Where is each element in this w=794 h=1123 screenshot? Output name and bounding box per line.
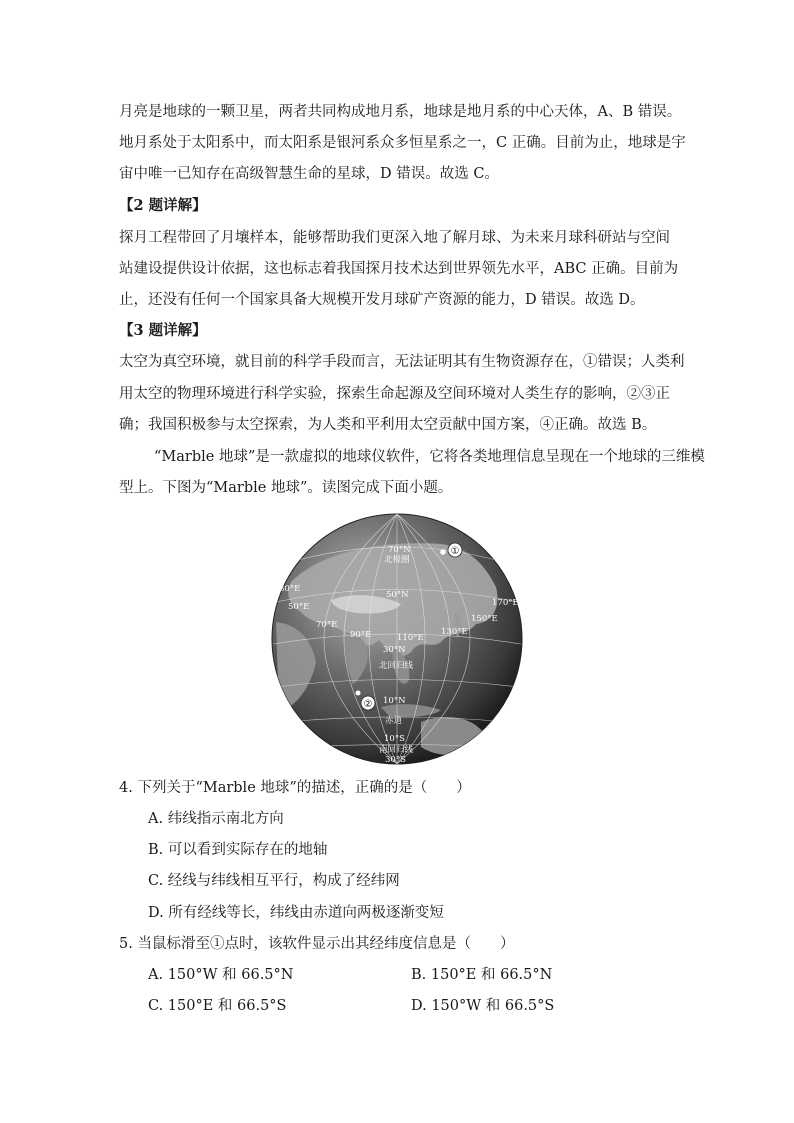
question-4-option-b[interactable]: B. 可以看到实际存在的地轴	[148, 842, 328, 858]
label-50e: 50°E	[288, 602, 310, 612]
question-4-stem: 4. 下列关于“Marble 地球”的描述，正确的是（ ）	[119, 780, 471, 796]
paragraph-line: 月亮是地球的一颗卫星，两者共同构成地月系，地球是地月系的中心天体，A、B 错误。	[119, 104, 682, 120]
marble-globe-figure	[271, 512, 523, 766]
question-4-option-d[interactable]: D. 所有经线等长，纬线由赤道向两极逐渐变短	[148, 905, 444, 921]
label-90e: 90°E	[350, 630, 372, 640]
label-30e: 30°E	[279, 584, 301, 594]
label-150e: 150°E	[471, 614, 498, 624]
globe-svg	[271, 512, 523, 766]
question-5-option-a[interactable]: A. 150°W 和 66.5°N	[148, 967, 294, 983]
marker-1-label: ①	[450, 546, 460, 557]
label-10n: 10°N	[383, 696, 406, 706]
question-5-option-d[interactable]: D. 150°W 和 66.5°S	[411, 998, 555, 1014]
question-5-option-b[interactable]: B. 150°E 和 66.5°N	[411, 967, 553, 983]
label-tropic-capricorn: 南回归线	[379, 745, 414, 755]
paragraph-line: 宙中唯一已知存在高级智慧生命的星球，D 错误。故选 C。	[119, 166, 499, 182]
paragraph-line: 止，还没有任何一个国家具备大规模开发月球矿产资源的能力，D 错误。故选 D。	[119, 292, 645, 308]
section-heading-q2: 【2 题详解】	[119, 197, 207, 214]
label-10s: 10°S	[384, 734, 405, 744]
paragraph-line: 探月工程带回了月壤样本，能够帮助我们更深入地了解月球、为未来月球科研站与空间	[119, 230, 670, 246]
marker-2-label: ②	[363, 699, 373, 710]
paragraph-line: 确；我国积极参与太空探索，为人类和平利用太空贡献中国方案，④正确。故选 B。	[119, 417, 657, 433]
paragraph-line: 站建设提供设计依据，这也标志着我国探月技术达到世界领先水平，ABC 正确。目前为	[119, 261, 679, 277]
label-170e: 170°E	[492, 598, 519, 608]
label-30s: 30°S	[385, 755, 406, 765]
point-2-dot	[356, 691, 361, 696]
section-heading-q3: 【3 题详解】	[119, 322, 207, 339]
label-30n: 30°N	[383, 645, 406, 655]
paragraph-line: 地月系处于太阳系中，而太阳系是银河系众多恒星系之一，C 正确。目前为止，地球是宇	[119, 135, 686, 151]
label-arctic-circle: 北极圈	[384, 555, 410, 565]
label-tropic-cancer: 北回归线	[379, 661, 414, 671]
question-5-option-c[interactable]: C. 150°E 和 66.5°S	[148, 998, 287, 1014]
intro-line: “Marble 地球”是一款虚拟的地球仪软件，它将各类地理信息呈现在一个地球的三维模	[154, 449, 705, 465]
label-equator: 赤道	[385, 716, 403, 726]
label-70n: 70°N	[388, 545, 411, 555]
question-4-option-c[interactable]: C. 经线与纬线相互平行，构成了经纬网	[148, 873, 400, 889]
question-4-option-a[interactable]: A. 纬线指示南北方向	[148, 811, 284, 827]
question-5-stem: 5. 当鼠标滑至①点时，该软件显示出其经纬度信息是（ ）	[119, 936, 515, 952]
label-50n: 50°N	[386, 590, 409, 600]
paragraph-line: 太空为真空环境，就目前的科学手段而言，无法证明其有生物资源存在，①错误；人类利	[119, 354, 685, 370]
point-1-dot	[440, 549, 446, 555]
paragraph-line: 用太空的物理环境进行科学实验，探索生命起源及空间环境对人类生存的影响，②③正	[119, 386, 670, 402]
label-130e: 130°E	[441, 627, 468, 637]
intro-line: 型上。下图为“Marble 地球”。读图完成下面小题。	[119, 480, 453, 496]
label-110e: 110°E	[397, 633, 424, 643]
label-70e: 70°E	[316, 620, 338, 630]
